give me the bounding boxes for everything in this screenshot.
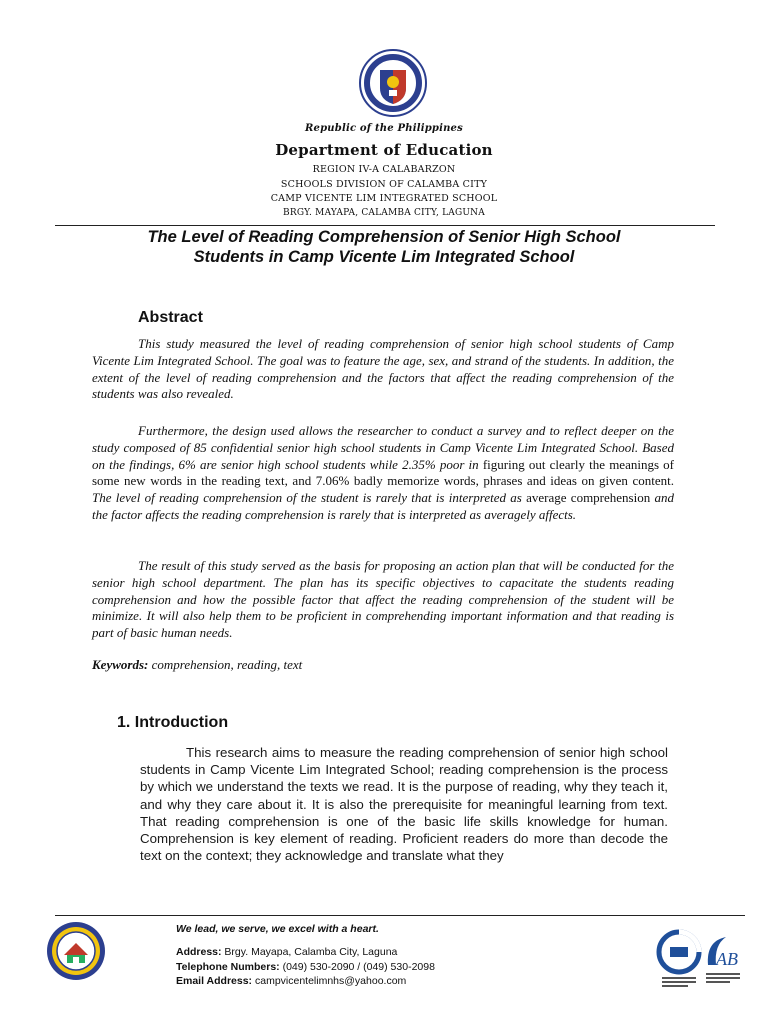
abstract-p2-part-c: The level of reading comprehension of the student is rarely that is interpreted as <box>92 490 522 506</box>
footer-telephone <box>176 961 435 973</box>
address-value: Brgy. Mayapa, Calamba City, Laguna <box>221 946 398 958</box>
keywords-label: Keywords: <box>92 657 149 672</box>
header-divider <box>55 225 715 226</box>
introduction-paragraph <box>140 744 668 864</box>
footer-email <box>176 975 406 987</box>
letterhead-address: BRGY. MAYAPA, CALAMBA CITY, LAGUNA <box>283 208 485 218</box>
keywords-line <box>92 657 302 673</box>
introduction-text: This research aims to measure the reading comprehension of senior high school students in Camp Vicente Lim Integrated School; reading comprehension is the process by which we understand the texts we read. It is the purpose of reading, why they teach it, and why they care about it. It is also the prerequisite for meaningful learning from text. That reading comprehension is one of the basic life skills knowledge for human. Comprehension is key element of reading. Proficient readers do more than decode the text on the context; they acknowledge and translate what they <box>140 745 668 864</box>
abstract-p2-part-b: figuring out clearly the meanings of some new words in the reading text, and 7.06% badly memorize words, phrases and ideas on given content. <box>92 456 675 489</box>
letterhead-department: Department of Education <box>275 141 493 159</box>
footer-divider <box>55 915 745 916</box>
letterhead-republic: Republic of the Philippines <box>305 123 463 134</box>
telephone-label: Telephone Numbers: <box>176 961 280 973</box>
email-label: Email Address: <box>176 975 253 987</box>
footer-address <box>176 946 397 958</box>
abstract-paragraph-1 <box>92 336 674 403</box>
abstract-p2-part-e: and the factor affects the reading comprehension is rarely that is interpreted as averagely affects. <box>92 490 674 522</box>
abstract-p1-text: This study measured the level of reading comprehension of senior high school students of Camp Vicente Lim Integrated School. The goal was to feature the age, sex, and strand of the students. In addition, the extent of the level of reading comprehension and the factors that affect the reading comprehension of the students was also revealed. <box>92 336 674 402</box>
tuv-certification-icon <box>656 929 702 989</box>
title-line-2: Students in Camp Vicente Lim Integrated School <box>193 248 575 266</box>
title-line-1: The Level of Reading Comprehension of Senior High School <box>147 228 621 246</box>
abstract-paragraph-2 <box>92 423 674 524</box>
svg-text:AB: AB <box>716 949 738 969</box>
abstract-p2-part-a: Furthermore, the design used allows the researcher to conduct a survey and to reflect deeper on the study composed of 85 confidential senior high school students in Camp Vicente Lim Integrated School. Based on the findings, 6% are senior high school students while 2.35% poor in <box>92 423 674 472</box>
abstract-p3-text: The result of this study served as the basis for proposing an action plan that will be conducted for the senior high school department. The plan has its specific objectives to capacitate the students reading comprehension and how the possible factor that affect the reading comprehension of the student will be minimize. It will also help them to be proficient in comprehending important information and that reading is part of basic human needs. <box>92 558 674 641</box>
address-label: Address: <box>176 946 222 958</box>
letterhead-school: CAMP VICENTE LIM INTEGRATED SCHOOL <box>270 193 498 204</box>
keywords-values: comprehension, reading, text <box>148 657 303 672</box>
introduction-heading: 1. Introduction <box>117 714 229 731</box>
jab-accreditation-icon <box>702 929 744 989</box>
abstract-heading: Abstract <box>138 309 203 326</box>
telephone-value: (049) 530-2090 / (049) 530-2098 <box>279 961 435 973</box>
school-seal-icon <box>46 921 106 981</box>
paper-title <box>60 227 708 267</box>
school-motto: We lead, we serve, we excel with a heart. <box>176 923 379 935</box>
abstract-p2-part-d: average comprehension <box>521 490 655 506</box>
abstract-paragraph-3 <box>92 558 674 642</box>
email-value: campvicentelimnhs@yahoo.com <box>252 975 407 987</box>
letterhead-region: REGION IV-A CALABARZON <box>312 164 456 175</box>
letterhead-division: SCHOOLS DIVISION OF CALAMBA CITY <box>280 179 488 190</box>
deped-seal-icon <box>358 48 428 118</box>
